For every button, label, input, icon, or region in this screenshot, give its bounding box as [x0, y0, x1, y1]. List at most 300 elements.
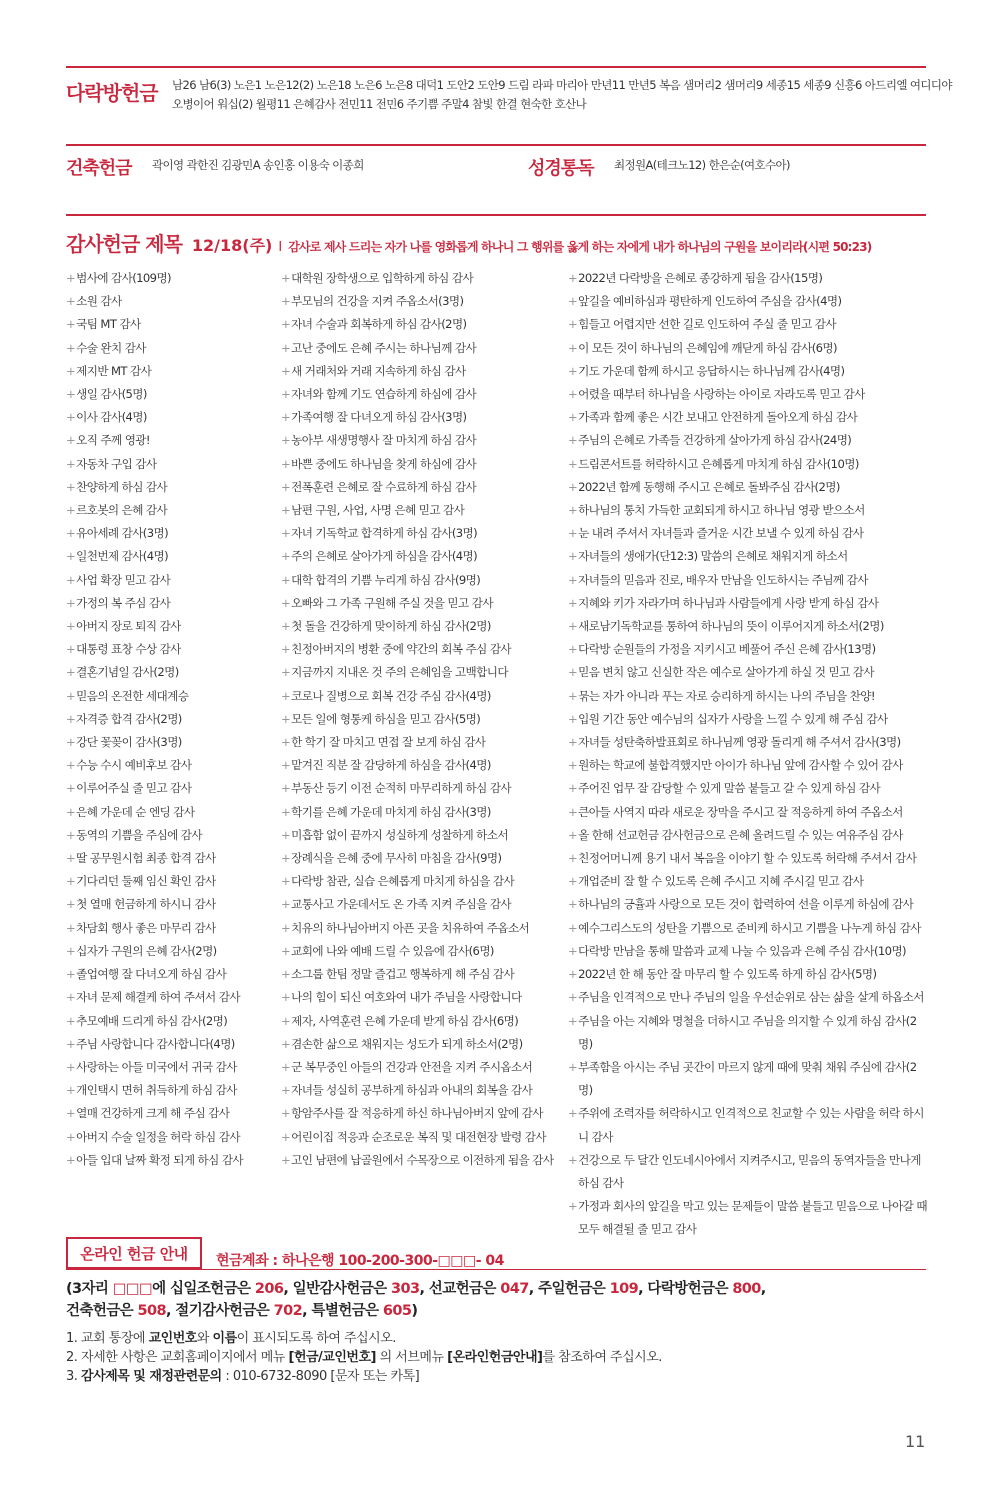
plus-icon: + [568, 758, 578, 773]
gratitude-item [281, 638, 566, 661]
plus-icon: + [281, 410, 291, 425]
gratitude-item-text: 군 복무중인 아들의 건강과 안전을 지켜 주시옵소서 [291, 1059, 533, 1074]
offering-code: 047 [500, 1281, 529, 1297]
gratitude-item-text: 겸손한 삶으로 채워지는 성도가 되게 하소서(2명) [291, 1036, 523, 1051]
gratitude-item [281, 1056, 566, 1079]
gratitude-item [66, 986, 281, 1009]
plus-icon: + [568, 781, 578, 796]
gratitude-item-text: 찬양하게 하심 감사 [76, 479, 168, 494]
plus-icon: + [66, 503, 76, 518]
gratitude-item [568, 337, 930, 360]
plus-icon: + [281, 804, 291, 819]
plus-icon: + [66, 943, 76, 958]
gratitude-item [66, 313, 281, 336]
gratitude-item [66, 1079, 281, 1102]
gratitude-item [568, 754, 930, 777]
gratitude-item [568, 731, 930, 754]
gratitude-item [66, 406, 281, 429]
gratitude-item [568, 499, 930, 522]
plus-icon: + [568, 294, 578, 309]
plus-icon: + [281, 549, 291, 564]
plus-icon: + [66, 387, 76, 402]
plus-icon: + [281, 990, 291, 1005]
plus-icon: + [568, 479, 578, 494]
plus-icon: + [281, 711, 291, 726]
plus-icon: + [281, 943, 291, 958]
offering-code-text: , 다락방헌금은 [638, 1281, 733, 1297]
gratitude-item-text: 수술 완치 감사 [76, 340, 146, 355]
gratitude-item [568, 453, 930, 476]
note-line [66, 1329, 662, 1348]
gratitude-item-text: 남편 구원, 사업, 사명 은혜 믿고 감사 [291, 503, 465, 518]
gratitude-item [66, 731, 281, 754]
gratitude-item-text: 코로나 질병으로 회복 건강 주심 감사(4명) [291, 688, 491, 703]
plus-icon: + [568, 549, 578, 564]
plus-icon: + [66, 990, 76, 1005]
gratitude-item-text: 자녀들 성탄축하발표회로 하나님께 영광 돌리게 해 주셔서 감사(3명) [578, 735, 901, 750]
gratitude-item [66, 337, 281, 360]
gratitude-header [66, 228, 871, 257]
plus-icon: + [281, 967, 291, 982]
plus-icon: + [66, 294, 76, 309]
gratitude-item-text: 2022년 한 해 동안 잘 마무리 할 수 있도록 하게 하심 감사(5명) [578, 967, 877, 982]
plus-icon: + [66, 271, 76, 285]
plus-icon: + [568, 619, 578, 634]
note-text: 1. 교회 통장에 [66, 1331, 149, 1346]
gratitude-item [281, 569, 566, 592]
gratitude-item-text: 가족여행 잘 다녀오게 하심 감사(3명) [291, 410, 467, 425]
plus-icon: + [66, 340, 76, 355]
plus-icon: + [281, 1036, 291, 1051]
note-line [66, 1367, 662, 1386]
gratitude-item-text: 자녀 문제 해결케 하여 주셔서 감사 [76, 990, 240, 1005]
plus-icon: + [281, 897, 291, 912]
gratitude-item-text: 고난 중에도 은혜 주시는 하나님께 감사 [291, 340, 477, 355]
plus-icon: + [568, 967, 578, 982]
gratitude-item [66, 824, 281, 847]
gratitude-column-3 [568, 267, 930, 1242]
gratitude-item [66, 1126, 281, 1149]
gratitude-item [568, 917, 930, 940]
gratitude-item [281, 1079, 566, 1102]
darakbang-line-2: 오병이어 워십(2) 월평11 은혜감사 전민11 전민6 주기쁨 주말4 참빛 한결 현숙한 호산나 [172, 97, 587, 111]
plus-icon: + [568, 804, 578, 819]
gratitude-item [281, 685, 566, 708]
gratitude-item-text: 기도 가운데 함께 하시고 응답하시는 하나님께 감사(4명) [578, 363, 845, 378]
gratitude-item-text: 은혜 가운데 순 엔딩 감사 [76, 804, 195, 819]
gratitude-item-text: 묶는 자가 아니라 푸는 자로 승리하게 하시는 나의 주님을 찬양! [578, 688, 875, 703]
gratitude-item-text: 학기를 은혜 가운데 마치게 하심 감사(3명) [291, 804, 491, 819]
gratitude-item-text: 올 한해 선교헌금 감사헌금으로 은혜 올려드릴 수 있는 여유주심 감사 [578, 827, 903, 842]
gratitude-separator: I [278, 240, 283, 255]
plus-icon: + [66, 642, 76, 657]
gratitude-item [281, 290, 566, 313]
plus-icon: + [568, 526, 578, 541]
plus-icon: + [281, 781, 291, 796]
gratitude-item [66, 545, 281, 568]
gratitude-item [281, 940, 566, 963]
gratitude-item [66, 615, 281, 638]
plus-icon: + [66, 711, 76, 726]
gratitude-item-text: 드림콘서트를 허락하시고 은혜롭게 마치게 하심 감사(10명) [578, 456, 859, 471]
gratitude-item-text: 국팀 MT 감사 [76, 317, 141, 332]
plus-icon: + [66, 410, 76, 425]
note-emphasis: [헌금/교인번호] [288, 1350, 376, 1365]
gratitude-item [568, 1195, 930, 1241]
gratitude-item [66, 429, 281, 452]
plus-icon: + [281, 851, 291, 866]
gratitude-item [66, 1033, 281, 1056]
note-line [66, 1348, 662, 1367]
gratitude-item-text: 고인 남편에 납골원에서 수목장으로 이전하게 됨을 감사 [291, 1152, 554, 1167]
gratitude-item [281, 1102, 566, 1125]
gratitude-item-text: 아들 입대 날짜 확정 되게 하심 감사 [76, 1152, 244, 1167]
darakbang-title: 다락방헌금 [66, 81, 158, 105]
gratitude-item [66, 290, 281, 313]
plus-icon: + [568, 433, 578, 448]
gratitude-item-text: 맡겨진 직분 잘 감당하게 하심을 감사(4명) [291, 758, 491, 773]
plus-icon: + [66, 688, 76, 703]
offering-codes [66, 1278, 946, 1322]
gratitude-item-text: 친정아버지의 병환 중에 약간의 회복 주심 감사 [291, 642, 512, 657]
gratitude-item [568, 615, 930, 638]
gratitude-item-text: 항암주사를 잘 적응하게 하신 하나님아버지 앞에 감사 [291, 1106, 543, 1121]
plus-icon: + [568, 1199, 578, 1214]
gratitude-item [66, 661, 281, 684]
gratitude-item [281, 917, 566, 940]
gratitude-item-text: 일천번제 감사(4명) [76, 549, 169, 564]
gratitude-rule [66, 214, 926, 216]
gratitude-item [66, 522, 281, 545]
offering-code-text: , 선교헌금은 [419, 1281, 501, 1297]
gratitude-item-text: 자동차 구입 감사 [76, 456, 157, 471]
gratitude-item [281, 870, 566, 893]
gratitude-item [568, 1010, 930, 1056]
gratitude-item [281, 337, 566, 360]
note-text: 3. [66, 1369, 82, 1384]
plus-icon: + [66, 1059, 76, 1074]
gratitude-item [568, 522, 930, 545]
gratitude-item-text: 자녀 수술과 회복하게 하심 감사(2명) [291, 317, 467, 332]
gratitude-item-text: 친정어머니께 용기 내서 복음을 이야기 할 수 있도록 허락해 주셔서 감사 [578, 851, 917, 866]
gratitude-item [281, 731, 566, 754]
plus-icon: + [66, 619, 76, 634]
plus-icon: + [66, 665, 76, 680]
gratitude-item-text: 다락방 참관, 실습 은혜롭게 마치게 하심을 감사 [291, 874, 515, 889]
gratitude-item-text: 주의 은혜로 살아가게 하심을 감사(4명) [291, 549, 478, 564]
plus-icon: + [568, 990, 578, 1005]
offering-code: 508 [137, 1303, 166, 1319]
gratitude-item-text: 딸 공무원시험 최종 합격 감사 [76, 851, 216, 866]
plus-icon: + [281, 1106, 291, 1121]
gratitude-item-text: 범사에 감사(109명) [76, 271, 171, 285]
gratitude-item-text: 교회에 나와 예배 드릴 수 있음에 감사(6명) [291, 943, 494, 958]
gratitude-item-text: 농아부 새생명행사 잘 마치게 하심 감사 [291, 433, 477, 448]
gratitude-item-text: 눈 내려 주셔서 자녀들과 즐거운 시간 보낼 수 있게 하심 감사 [578, 526, 864, 541]
gratitude-item-text: 가족과 함께 좋은 시간 보내고 안전하게 돌아오게 하심 감사 [578, 410, 858, 425]
plus-icon: + [568, 503, 578, 518]
gratitude-item [66, 777, 281, 800]
plus-icon: + [66, 479, 76, 494]
plus-icon: + [66, 572, 76, 587]
note-emphasis: 교인번호 [148, 1331, 197, 1346]
gratitude-item-text: 유아세례 감사(3명) [76, 526, 169, 541]
gratitude-item [66, 801, 281, 824]
gratitude-item-text: 결혼기념일 감사(2명) [76, 665, 179, 680]
plus-icon: + [281, 456, 291, 471]
gratitude-item [568, 1149, 930, 1195]
gratitude-item-text: 바쁜 중에도 하나님을 찾게 하심에 감사 [291, 456, 477, 471]
gratitude-item [281, 406, 566, 429]
plus-icon: + [281, 340, 291, 355]
plus-icon: + [66, 1152, 76, 1167]
gratitude-item-text: 자녀들 성실히 공부하게 하심과 아내의 회복을 감사 [291, 1083, 533, 1098]
gratitude-item [66, 1149, 281, 1172]
plus-icon: + [281, 317, 291, 332]
gratitude-item [281, 267, 566, 290]
plus-icon: + [281, 1152, 291, 1167]
gratitude-item [568, 545, 930, 568]
gratitude-item [281, 1149, 566, 1172]
plus-icon: + [568, 410, 578, 425]
gratitude-item [568, 592, 930, 615]
gratitude-item [568, 963, 930, 986]
gratitude-item-text: 지금까지 지내온 것 주의 은혜임을 고백합니다 [291, 665, 508, 680]
gratitude-item-text: 소그룹 한팀 정말 즐겁고 행복하게 해 주심 감사 [291, 967, 515, 982]
plus-icon: + [281, 688, 291, 703]
plus-icon: + [281, 271, 291, 285]
plus-icon: + [66, 526, 76, 541]
gratitude-item-text: 개인택시 면허 취득하게 하심 감사 [76, 1083, 237, 1098]
plus-icon: + [281, 642, 291, 657]
gratitude-item-text: 첫 돌을 건강하게 맞이하게 하심 감사(2명) [291, 619, 491, 634]
offering-code-text: , 절기감사헌금은 [165, 1303, 274, 1319]
plus-icon: + [281, 363, 291, 378]
gratitude-item-text: 십자가 구원의 은혜 감사(2명) [76, 943, 217, 958]
plus-icon: + [281, 1083, 291, 1098]
plus-icon: + [568, 340, 578, 355]
gratitude-item [281, 824, 566, 847]
offering-code: □□□ [112, 1281, 153, 1297]
plus-icon: + [568, 387, 578, 402]
gratitude-item [568, 824, 930, 847]
gratitude-item [568, 1056, 930, 1102]
plus-icon: + [568, 688, 578, 703]
plus-icon: + [281, 758, 291, 773]
gratitude-item-text: 나의 힘이 되신 여호와여 내가 주님을 사랑합니다 [291, 990, 522, 1005]
gratitude-item [568, 360, 930, 383]
offering-code: 800 [732, 1281, 761, 1297]
building-names: 곽이영 곽한진 김광민A 송인홍 이용숙 이종희 [152, 158, 364, 172]
plus-icon: + [281, 294, 291, 309]
plus-icon: + [281, 1059, 291, 1074]
gratitude-item-text: 주어진 업무 잘 감당할 수 있게 말씀 붙들고 갈 수 있게 하심 감사 [578, 781, 881, 796]
gratitude-date: 12/18(주) [191, 236, 273, 255]
gratitude-item [281, 615, 566, 638]
plus-icon: + [281, 735, 291, 750]
offering-code-text: (3자리 [66, 1281, 113, 1297]
gratitude-item [66, 638, 281, 661]
gratitude-item-text: 어린이집 적응과 순조로운 복직 및 대전현장 발령 감사 [291, 1129, 546, 1144]
gratitude-item-text: 전폭훈련 은혜로 잘 수료하게 하심 감사 [291, 479, 477, 494]
plus-icon: + [281, 503, 291, 518]
gratitude-item-text: 가정의 복 주심 감사 [76, 595, 171, 610]
gratitude-item-text: 수능 수시 예비후보 감사 [76, 758, 192, 773]
plus-icon: + [66, 735, 76, 750]
gratitude-item [568, 313, 930, 336]
plus-icon: + [66, 874, 76, 889]
gratitude-item-text: 주위에 조력자를 허락하시고 인격적으로 친교할 수 있는 사람을 허락 하시니 감사 [578, 1106, 924, 1144]
gratitude-item-text: 입원 기간 동안 예수님의 십자가 사랑을 느낄 수 있게 해 주심 감사 [578, 711, 888, 726]
gratitude-verse: 감사로 제사 드리는 자가 나를 영화롭게 하나니 그 행위를 옳게 하는 자에게 내가 하나님의 구원을 보이리라(시편 50:23) [288, 240, 872, 254]
building-title: 건축헌금 [66, 158, 132, 179]
offering-code-text: ) [411, 1303, 418, 1319]
gratitude-item-text: 믿음의 온전한 세대계승 [76, 688, 189, 703]
gratitude-item-text: 가정과 회사의 앞길을 막고 있는 문제들이 말씀 붙들고 믿음으로 나아갈 때 모두 해결될 줄 믿고 감사 [578, 1199, 927, 1237]
gratitude-item-text: 졸업여행 잘 다녀오게 하심 감사 [76, 967, 227, 982]
gratitude-item [568, 685, 930, 708]
plus-icon: + [66, 595, 76, 610]
gratitude-item [568, 383, 930, 406]
plus-icon: + [568, 735, 578, 750]
gratitude-item [66, 1010, 281, 1033]
note-emphasis: [온라인헌금안내] [447, 1350, 543, 1365]
plus-icon: + [568, 665, 578, 680]
plus-icon: + [66, 363, 76, 378]
plus-icon: + [568, 711, 578, 726]
gratitude-item-text: 개업준비 잘 할 수 있도록 은혜 주시고 지혜 주시길 믿고 감사 [578, 874, 864, 889]
plus-icon: + [281, 1129, 291, 1144]
page-number: 11 [905, 1432, 926, 1451]
note-text: 를 참조하여 주십시오. [542, 1350, 662, 1365]
building-rule [66, 144, 926, 146]
gratitude-column-2 [281, 267, 566, 1172]
gratitude-item [568, 267, 930, 290]
gratitude-item-text: 아버지 수술 일정을 허락 하심 감사 [76, 1129, 240, 1144]
gratitude-item [568, 940, 930, 963]
offering-code: 702 [273, 1303, 303, 1319]
plus-icon: + [66, 851, 76, 866]
gratitude-item [568, 986, 930, 1009]
gratitude-item-text: 부동산 등기 이전 순적히 마무리하게 하심 감사 [291, 781, 512, 796]
gratitude-item-text: 주님의 은혜로 가족들 건강하게 살아가게 하심 감사(24명) [578, 433, 852, 448]
plus-icon: + [66, 967, 76, 982]
bible-reading-names: 최정원A(테크노12) 한은순(여호수아) [614, 158, 790, 172]
gratitude-item-text: 힘들고 어렵지만 선한 길로 인도하여 주실 줄 믿고 감사 [578, 317, 836, 332]
offering-code: 206 [254, 1281, 284, 1297]
gratitude-item-text: 하나님의 통치 가득한 교회되게 하시고 하나님 영광 받으소서 [578, 503, 865, 518]
gratitude-item-text: 사업 확장 믿고 감사 [76, 572, 171, 587]
gratitude-item [281, 893, 566, 916]
plus-icon: + [281, 479, 291, 494]
gratitude-item [568, 847, 930, 870]
plus-icon: + [568, 456, 578, 471]
note-text: 2. 자세한 사항은 교회홈페이지에서 메뉴 [66, 1350, 289, 1365]
plus-icon: + [281, 572, 291, 587]
gratitude-item-text: 자녀들의 생애가(단12:3) 말씀의 은혜로 채워지게 하소서 [578, 549, 848, 564]
gratitude-item [568, 476, 930, 499]
gratitude-item [568, 429, 930, 452]
gratitude-item-text: 대학원 장학생으로 입학하게 하심 감사 [291, 271, 474, 285]
gratitude-item [66, 917, 281, 940]
gratitude-item-text: 건강으로 두 달간 인도네시아에서 지켜주시고, 믿음의 동역자들을 만나게 하심 감사 [578, 1152, 921, 1190]
gratitude-item-text: 자녀 기독학교 합격하게 하심 감사(3명) [291, 526, 478, 541]
gratitude-item-text: 앞길을 예비하심과 평탄하게 인도하여 주심을 감사(4명) [578, 294, 842, 309]
gratitude-title: 감사헌금 제목 [66, 232, 182, 256]
offering-code-text: 건축헌금은 [66, 1303, 138, 1319]
plus-icon: + [66, 1129, 76, 1144]
gratitude-item [66, 870, 281, 893]
gratitude-item-text: 부모님의 건강을 지켜 주옵소서(3명) [291, 294, 464, 309]
gratitude-item [568, 777, 930, 800]
gratitude-item [281, 360, 566, 383]
offering-code-text: , 일반감사헌금은 [283, 1281, 391, 1297]
note-text: 이 표시되도록 하여 주십시오. [236, 1331, 396, 1346]
plus-icon: + [281, 595, 291, 610]
gratitude-item [66, 940, 281, 963]
account-info: 현금계좌 : 하나은행 100-200-300-□□□- 04 [216, 1253, 504, 1269]
gratitude-item-text: 열매 건강하게 크게 해 주심 감사 [76, 1106, 230, 1121]
gratitude-item-text: 강단 꽃꽂이 감사(3명) [76, 735, 182, 750]
gratitude-item [281, 1010, 566, 1033]
gratitude-item [281, 1033, 566, 1056]
gratitude-item [66, 708, 281, 731]
gratitude-item-text: 모든 일에 형통케 하심을 믿고 감사(5명) [291, 711, 481, 726]
gratitude-item-text: 기다리던 둘째 임신 확인 감사 [76, 874, 216, 889]
gratitude-item-text: 장례식을 은혜 중에 무사히 마침을 감사(9명) [291, 851, 502, 866]
plus-icon: + [568, 897, 578, 912]
gratitude-item [568, 870, 930, 893]
gratitude-item [66, 963, 281, 986]
gratitude-column-1 [66, 267, 281, 1172]
plus-icon: + [568, 572, 578, 587]
gratitude-item-text: 자격증 합격 감사(2명) [76, 711, 182, 726]
plus-icon: + [568, 642, 578, 657]
offering-notes [66, 1329, 662, 1386]
note-emphasis: 감사제목 및 재정관련문의 [81, 1369, 222, 1384]
plus-icon: + [66, 1083, 76, 1098]
plus-icon: + [568, 363, 578, 378]
plus-icon: + [66, 549, 76, 564]
plus-icon: + [281, 874, 291, 889]
plus-icon: + [281, 526, 291, 541]
gratitude-item [281, 545, 566, 568]
gratitude-item [66, 592, 281, 615]
gratitude-item [568, 638, 930, 661]
plus-icon: + [281, 619, 291, 634]
gratitude-item [281, 754, 566, 777]
gratitude-item-text: 오빠와 그 가족 구원해 주실 것을 믿고 감사 [291, 595, 493, 610]
plus-icon: + [568, 851, 578, 866]
note-text: 와 [196, 1331, 213, 1346]
gratitude-item [281, 429, 566, 452]
gratitude-item [281, 708, 566, 731]
gratitude-item-text: 주님을 인격적으로 만나 주님의 일을 우선순위로 삼는 삶을 살게 하옵소서 [578, 990, 924, 1005]
gratitude-item [281, 476, 566, 499]
gratitude-item-text: 2022년 함께 동행해 주시고 은혜로 돌봐주심 감사(2명) [578, 479, 840, 494]
gratitude-item-text: 부족함을 아시는 주님 곳간이 마르지 않게 때에 맞춰 채워 주심에 감사(2명) [578, 1059, 917, 1098]
gratitude-item-text: 추모예배 드리게 하심 감사(2명) [76, 1013, 228, 1028]
gratitude-item [281, 963, 566, 986]
gratitude-item-text: 치유의 하나님아버지 아픈 곳을 치유하여 주옵소서 [291, 920, 530, 935]
plus-icon: + [568, 1059, 578, 1074]
gratitude-item-text: 동역의 기쁨을 주심에 감사 [76, 827, 202, 842]
gratitude-item [281, 313, 566, 336]
gratitude-item [66, 569, 281, 592]
gratitude-item [66, 360, 281, 383]
plus-icon: + [66, 1106, 76, 1121]
note-text: : 010-6732-8090 [문자 또는 카톡] [221, 1369, 420, 1384]
